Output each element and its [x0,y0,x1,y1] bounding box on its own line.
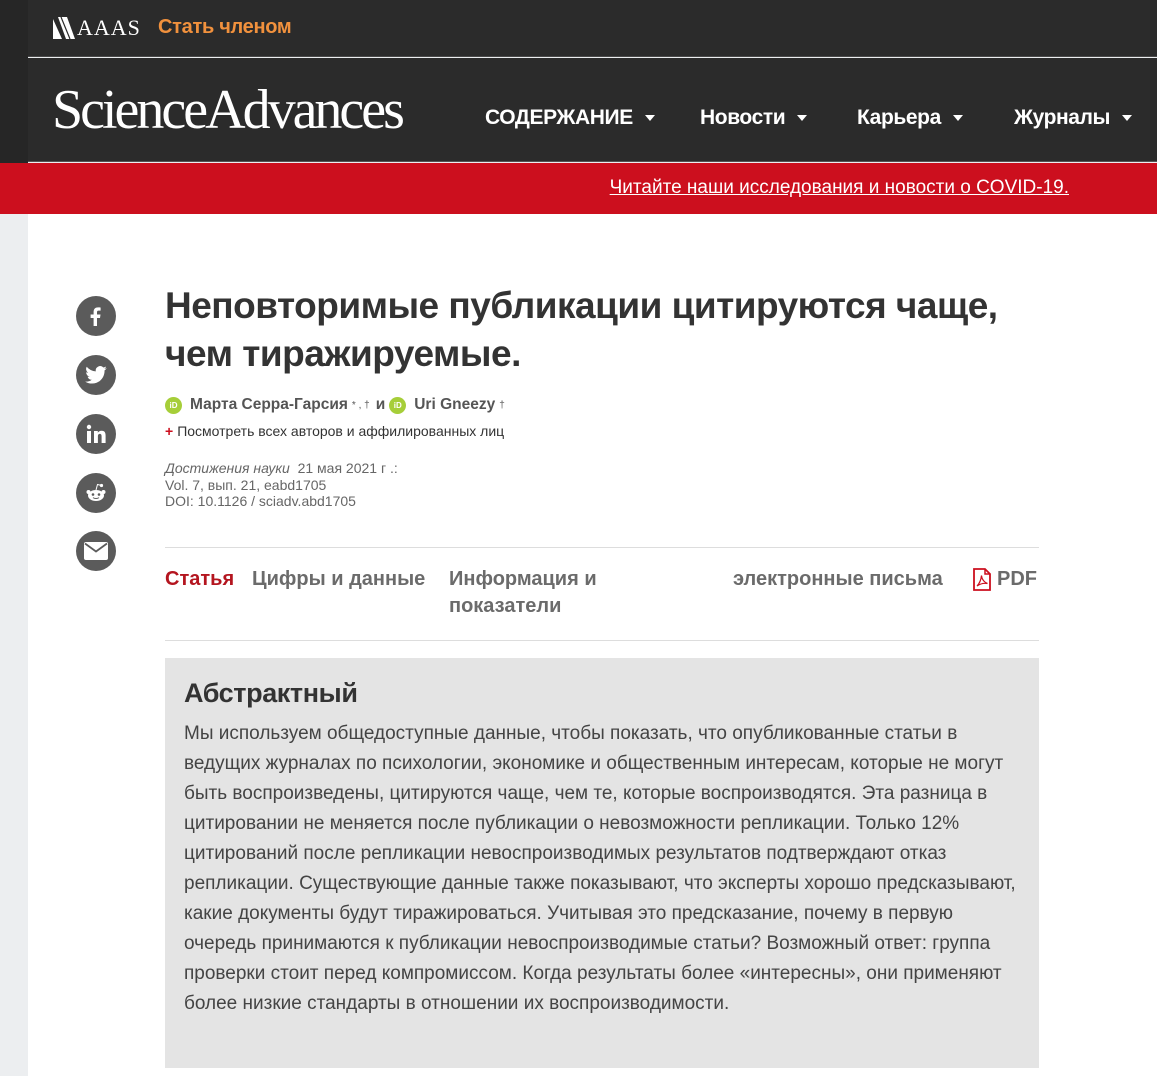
doi[interactable]: DOI: 10.1126 / sciadv.abd1705 [165,493,356,509]
reddit-share-button[interactable] [76,473,116,513]
author-name[interactable]: Uri Gneezy [414,396,496,413]
nav-contents-label: СОДЕРЖАНИЕ [485,106,633,129]
journal-name[interactable]: Достижения науки [165,460,290,476]
chevron-down-icon [1122,115,1132,121]
aaas-mark-icon [53,17,75,39]
join-link[interactable]: Стать членом [158,16,292,38]
author-marks: * , † [351,399,370,411]
covid-banner [0,163,1157,214]
author-list [165,396,505,414]
pdf-label: PDF [997,568,1037,590]
tab-figures[interactable]: Цифры и данные [252,568,426,590]
nav-careers[interactable] [857,106,963,130]
linkedin-share-button[interactable] [76,414,116,454]
orcid-icon[interactable]: iD [389,397,406,414]
volume-issue: Vol. 7, вып. 21, eabd1705 [165,476,327,493]
top-bar [28,0,1157,57]
aaas-logo-text: AAAS [77,15,141,40]
email-icon [84,542,108,560]
tab-info-line2: показатели [449,595,562,617]
aaas-logo[interactable] [53,17,141,39]
nav-careers-label: Карьера [857,106,941,129]
view-all-authors[interactable] [165,423,504,439]
abstract-heading: Абстрактный [184,678,358,708]
author-conjunction: и [375,396,386,413]
publication-meta [165,460,398,510]
abstract-text: Мы используем общедоступные данные, чтобы показать, что опубликованные статьи в ведущих журналах по психологии, экономике и общественным интересам, которые не могут быть воспроизведены, цитируются чаще, чем те, которые воспроизводятся. Эта разница в цитировании не меняется после публикации о невозможности репликации. Только 12% цитирований после репликации невоспроизводимых результатов подтверждают отказ репликации. Существующие данные также показывают, что эксперты хорошо предсказывают, какие документы будут тиражироваться. Учитывая это предсказание, почему в первую очередь принимаются к публикации невоспроизводимые статьи? Возможный ответ: группа проверки стоит перед компромиссом. Когда результаты более «интересны», они применяют более низкие стандарты в отношении их воспроизводимости. [184,723,1016,1014]
nav-news[interactable] [700,106,807,130]
chevron-down-icon [645,115,655,121]
article-card [28,214,1157,1076]
orcid-icon[interactable]: iD [165,397,182,414]
science-advances-logo[interactable]: ScienceAdvances [52,79,402,141]
nav-news-label: Новости [700,106,786,129]
plus-icon: + [165,423,174,439]
publication-date: 21 мая 2021 г .: [297,460,398,476]
facebook-share-button[interactable] [76,296,116,336]
chevron-down-icon [797,115,807,121]
nav-contents[interactable] [485,106,655,130]
tab-info-line1: Информация и [449,568,597,590]
article-title: Неповторимые публикации цитируются чаще, чем тиражируемые. [165,285,998,374]
main-header [28,58,1157,162]
linkedin-icon [86,424,106,444]
article-tabs [165,547,1039,641]
view-all-authors-label: Посмотреть всех авторов и аффилированных лиц [177,423,505,439]
journal-date-line [165,460,398,477]
facebook-icon [86,306,106,326]
pdf-link[interactable] [972,566,1037,593]
tab-info-metrics[interactable] [449,566,597,620]
nav-journals-label: Журналы [1014,106,1111,129]
twitter-icon [85,366,107,384]
tab-article[interactable]: Статья [165,568,235,590]
tab-eletters[interactable]: электронные письма [733,568,943,590]
covid-link[interactable]: Читайте наши исследования и новости о COVID-19. [609,177,1069,198]
pdf-icon [972,568,992,591]
abstract-section [165,658,1039,1068]
author-name[interactable]: Марта Серра-Гарсия [190,396,348,413]
chevron-down-icon [953,115,963,121]
twitter-share-button[interactable] [76,355,116,395]
email-share-button[interactable] [76,531,116,571]
author-marks: † [499,399,505,411]
reddit-icon [85,483,107,503]
nav-journals[interactable] [1014,106,1132,130]
